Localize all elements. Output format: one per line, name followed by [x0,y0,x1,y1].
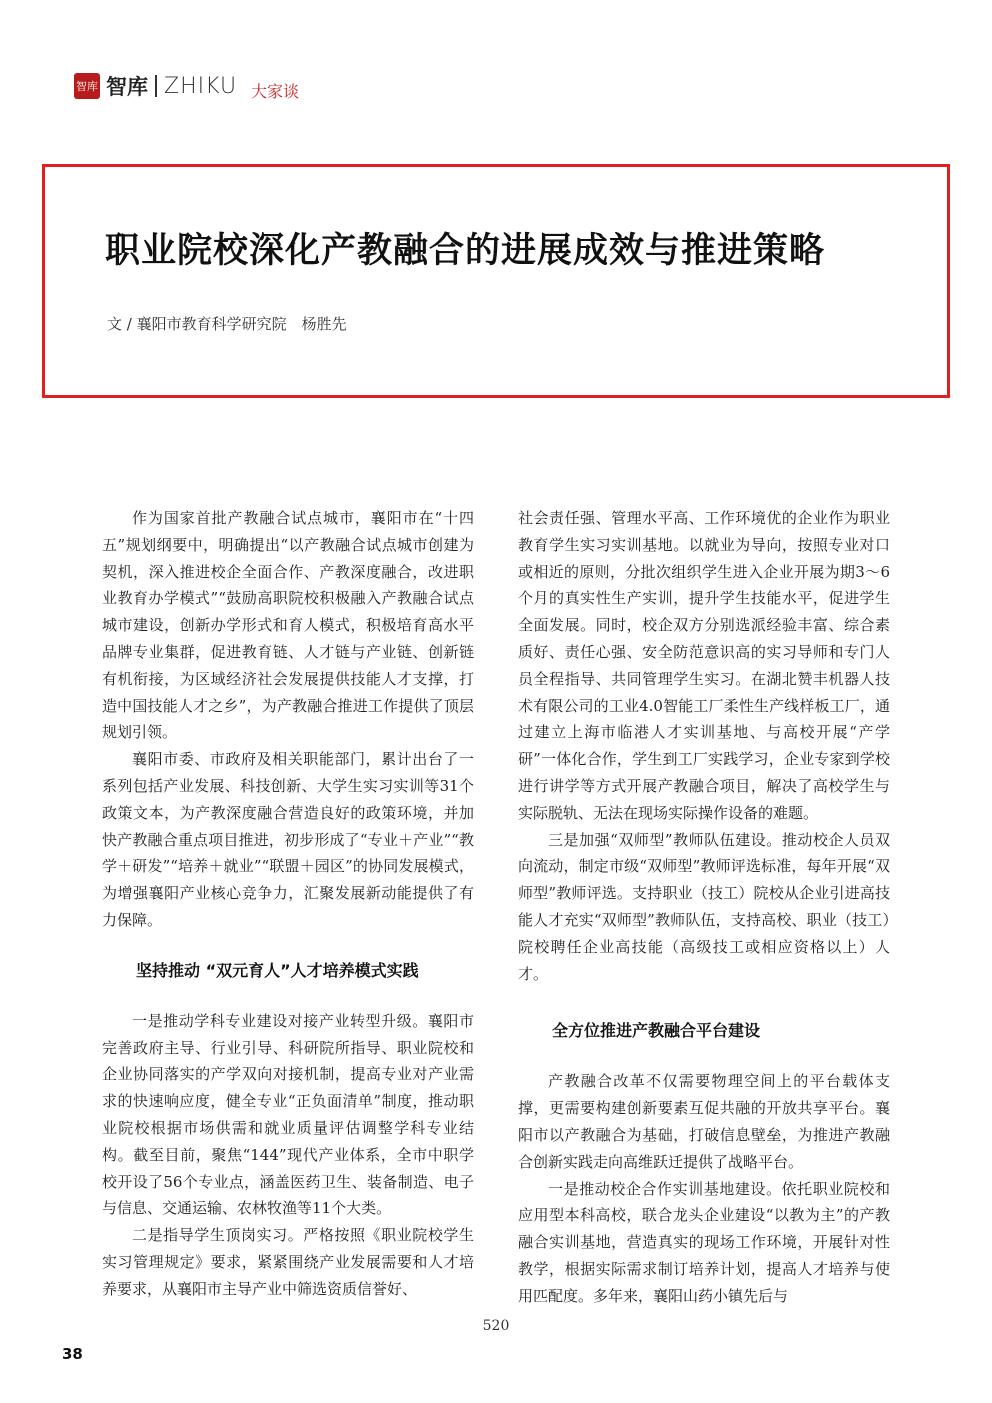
zhiku-logo: 智库 [74,73,100,99]
paragraph: 襄阳市委、市政府及相关职能部门，累计出台了一系列包括产业发展、科技创新、大学生实习实训等31个政策文本，为产教深度融合营造良好的政策环境，并加快产教融合重点项目推进，初步形成了“专业＋产业”“教学＋研发”“培养＋就业”“联盟＋园区”的协同发展模式，为增强襄阳产业核心竞争力，汇聚发展新动能提供了有力保障。 [102,750,474,929]
center-number: 520 [482,1318,510,1334]
left-column [102,505,474,1303]
paragraph: 二是指导学生顶岗实习。严格按照《职业院校学生实习管理规定》要求，紧紧围绕产业发展需要和人才培养要求，从襄阳市主导产业中筛选资质信誉好、 [102,1226,474,1298]
paragraph: 一是推动学科专业建设对接产业转型升级。襄阳市完善政府主导、行业引导、科研院所指导、职业院校和企业协同落实的产学双向对接机制，提高专业对产业需求的快速响应度，健全专业“正负面清单”制度，推动职业院校根据市场供需和就业质量评估调整学科专业结构。截至目前，聚焦“144”现代产业体系，全市中职学校开设了56个专业点，涵盖医药卫生、装备制造、电子与信息、交通运输、农林牧渔等11个大类。 [102,1011,474,1218]
paragraph: 产教融合改革不仅需要物理空间上的平台载体支撑，更需要构建创新要素互促共融的开放共享平台。襄阳市以产教融合为基础，打破信息壁垒，为推进产教融合创新实践走向高维跃迁提供了战略平台。 [518,1072,890,1171]
right-column [518,505,890,1310]
section-heading: 全方位推进产教融合平台建设 [552,1021,761,1041]
column-tag: 大家谈 [251,81,300,101]
paragraph: 社会责任强、管理水平高、工作环境优的企业作为职业教育学生实习实训基地。以就业为导向，按照专业对口或相近的原则，分批次组织学生进入企业开展为期3～6个月的真实性生产实训，提升学生技能水平，促进学生全面发展。同时，校企双方分别选派经验丰富、综合素质好、责任心强、安全防范意识高的实习导师和专门人员全程指导、共同管理学生实习。在湖北赞丰机器人技术有限公司的工业4.0智能工厂柔性生产线样板工厂，通过建立上海市临港人才实训基地、与高校开展“产学研”一体化合作，学生到工厂实践学习，企业专家到学校进行讲学等方式开展产教融合项目，解决了高校学生与实际脱轨、无法在现场实际操作设备的难题。 [518,509,890,822]
page-number: 38 [62,1345,83,1363]
paragraph: 作为国家首批产教融合试点城市，襄阳市在“十四五”规划纲要中，明确提出“以产教融合试点城市创建为契机，深入推进校企全面合作、产教深度融合，改进职业教育办学模式”“鼓励高职院校积极融入产教融合试点城市建设，创新办学形式和育人模式，积极培育高水平品牌专业集群，促进教育链、人才链与产业链、创新链有机衔接，为区域经济社会发展提供技能人才支撑，打造中国技能人才之乡”，为产教融合推进工作提供了顶层规划引领。 [102,509,474,742]
brand-cn: 智库 [106,75,148,99]
section-heading: 坚持推动 “双元育人”人才培养模式实践 [136,960,419,980]
article-title: 职业院校深化产教融合的进展成效与推进策略 [105,231,826,271]
brand-en: ZHIKU [164,73,238,99]
paragraph: 三是加强“双师型”教师队伍建设。推动校企人员双向流动，制定市级“双师型”教师评选标准，每年开展“双师型”教师评选。支持职业（技工）院校从企业引进高技能人才充实“双师型”教师队伍，支持高校、职业（技工）院校聘任企业高技能（高级技工或相应资格以上）人才。 [518,830,890,983]
divider [155,75,157,97]
article-byline: 文 / 襄阳市教育科学研究院 杨胜先 [107,315,347,333]
paragraph: 一是推动校企合作实训基地建设。依托职业院校和应用型本科高校，联合龙头企业建设“以教为主”的产教融合实训基地，营造真实的现场工作环境，开展针对性教学，根据实际需求制订培养计划，提高人才培养与使用匹配度。多年来，襄阳山药小镇先后与 [518,1179,890,1305]
magazine-header [74,70,299,102]
title-box [42,164,950,398]
